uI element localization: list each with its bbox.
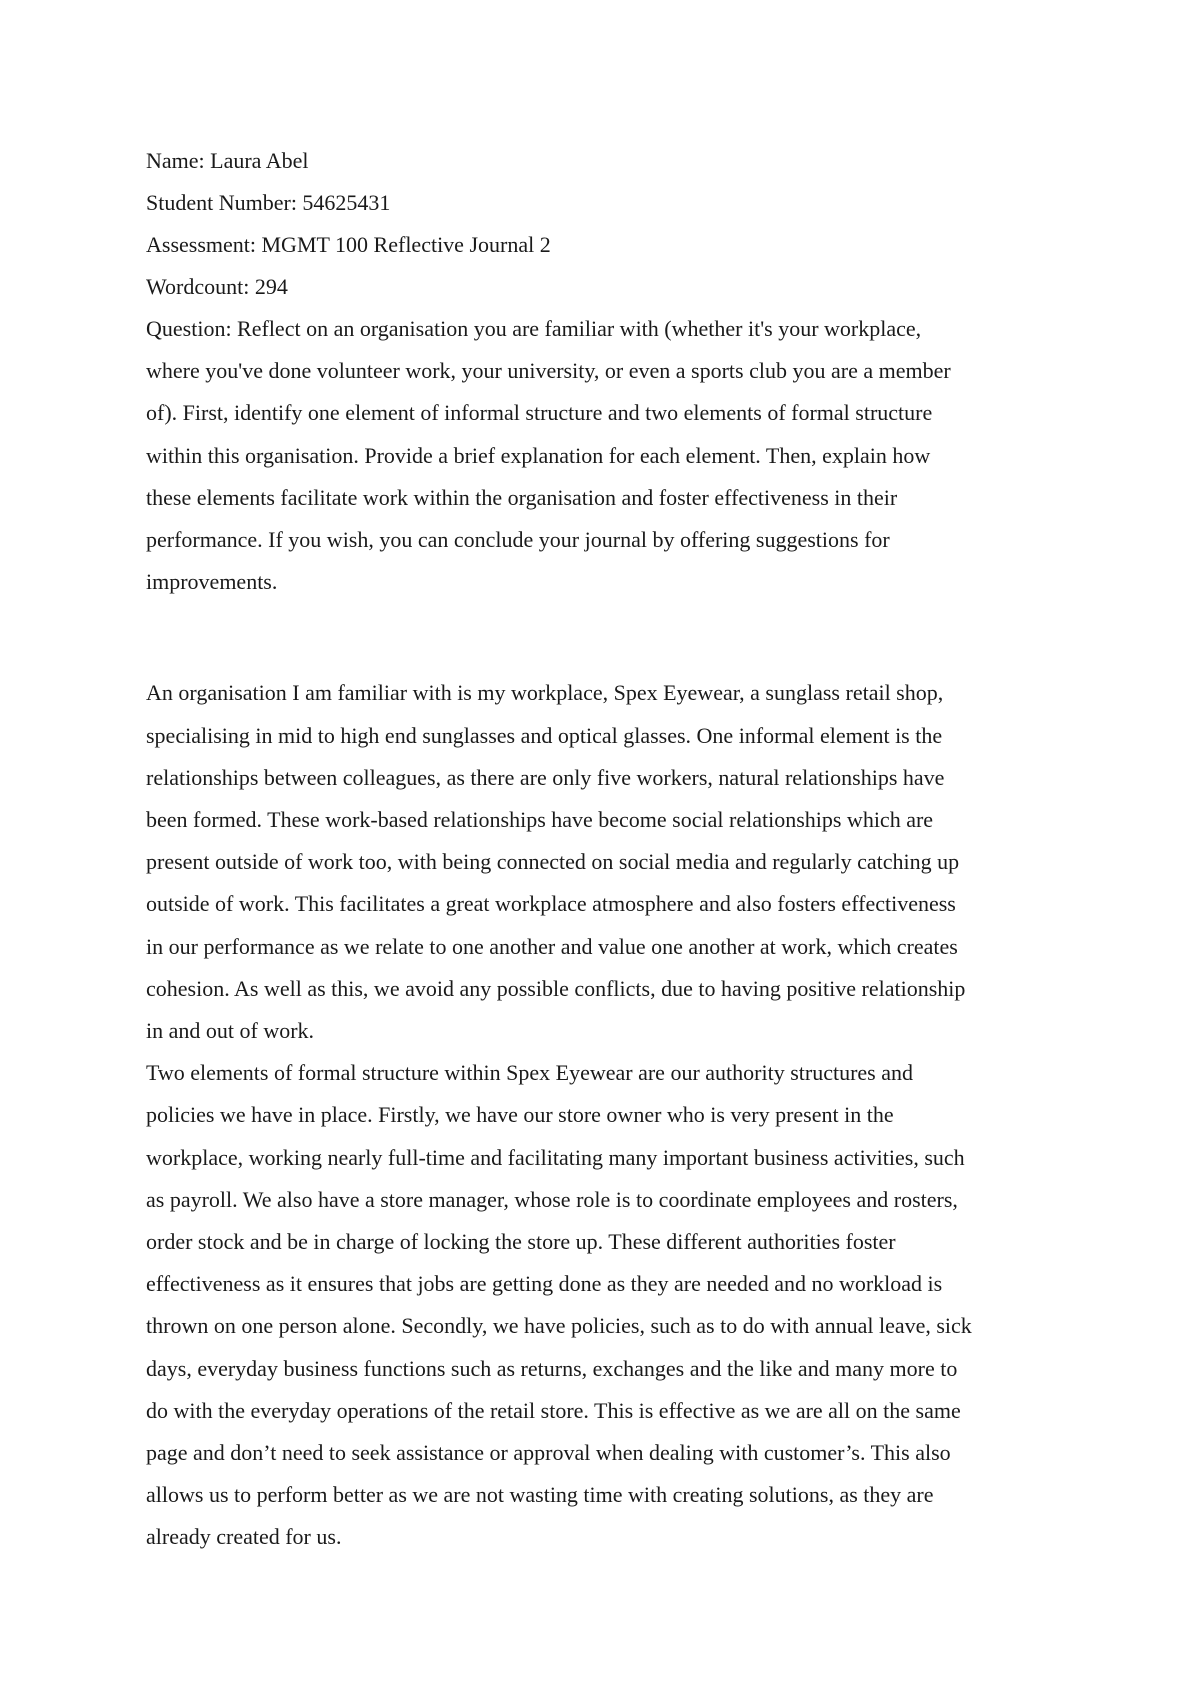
student-number: Student Number: 54625431 <box>146 190 391 215</box>
question-line: of). First, identify one element of informal structure and two elements of formal structure <box>146 400 933 426</box>
body-line: cohesion. As well as this, we avoid any possible conflicts, due to having positive relationship <box>146 975 966 1001</box>
body-paragraph-formal <box>146 1052 1066 1558</box>
body-line: do with the everyday operations of the retail store. This is effective as we are all on the same <box>146 1397 961 1423</box>
body-line: been formed. These work-based relationships have become social relationships which are <box>146 807 934 833</box>
question-line: within this organisation. Provide a brief explanation for each element. Then, explain how <box>146 442 931 468</box>
body-line: in our performance as we relate to one another and value one another at work, which creates <box>146 933 958 959</box>
body-line: An organisation I am familiar with is my workplace, Spex Eyewear, a sunglass retail shop, <box>146 680 944 706</box>
body-line: page and don’t need to seek assistance or approval when dealing with customer’s. This also <box>146 1440 951 1466</box>
question-line: Question: Reflect on an organisation you are familiar with (whether it's your workplace, <box>146 316 922 341</box>
body-line: in and out of work. <box>146 1018 315 1044</box>
question-line: improvements. <box>146 569 278 595</box>
body-line: order stock and be in charge of locking the store up. These different authorities foster <box>146 1229 896 1255</box>
question-line: where you've done volunteer work, your university, or even a sports club you are a member <box>146 358 951 384</box>
assessment-title: Assessment: MGMT 100 Reflective Journal 2 <box>146 232 551 257</box>
body-line: already created for us. <box>146 1524 342 1550</box>
wordcount: Wordcount: 294 <box>146 274 288 299</box>
question-line: these elements facilitate work within the organisation and foster effectiveness in their <box>146 484 898 510</box>
body-paragraph-informal <box>146 672 1066 1052</box>
body-line: days, everyday business functions such as returns, exchanges and the like and many more to <box>146 1355 958 1381</box>
body-line: relationships between colleagues, as there are only five workers, natural relationships have <box>146 764 945 790</box>
body-line: as payroll. We also have a store manager, whose role is to coordinate employees and rosters, <box>146 1186 958 1212</box>
body-line: outside of work. This facilitates a great workplace atmosphere and also fosters effectiveness <box>146 891 956 917</box>
question-paragraph <box>146 308 1066 603</box>
body-line: workplace, working nearly full-time and facilitating many important business activities, such <box>146 1144 965 1170</box>
body-line: thrown on one person alone. Secondly, we have policies, such as to do with annual leave, sick <box>146 1313 972 1339</box>
body-line: present outside of work too, with being connected on social media and regularly catching up <box>146 849 960 875</box>
body-line: effectiveness as it ensures that jobs are getting done as they are needed and no workload is <box>146 1271 943 1297</box>
paragraph-spacer <box>146 603 1066 672</box>
document-page <box>146 140 1066 1559</box>
body-line: allows us to perform better as we are not wasting time with creating solutions, as they are <box>146 1482 934 1508</box>
body-line: policies we have in place. Firstly, we have our store owner who is very present in the <box>146 1102 894 1128</box>
body-line: Two elements of formal structure within Spex Eyewear are our authority structures and <box>146 1060 913 1086</box>
body-line: specialising in mid to high end sunglasses and optical glasses. One informal element is the <box>146 722 943 748</box>
question-line: performance. If you wish, you can conclude your journal by offering suggestions for <box>146 527 890 553</box>
student-name: Name: Laura Abel <box>146 148 309 173</box>
